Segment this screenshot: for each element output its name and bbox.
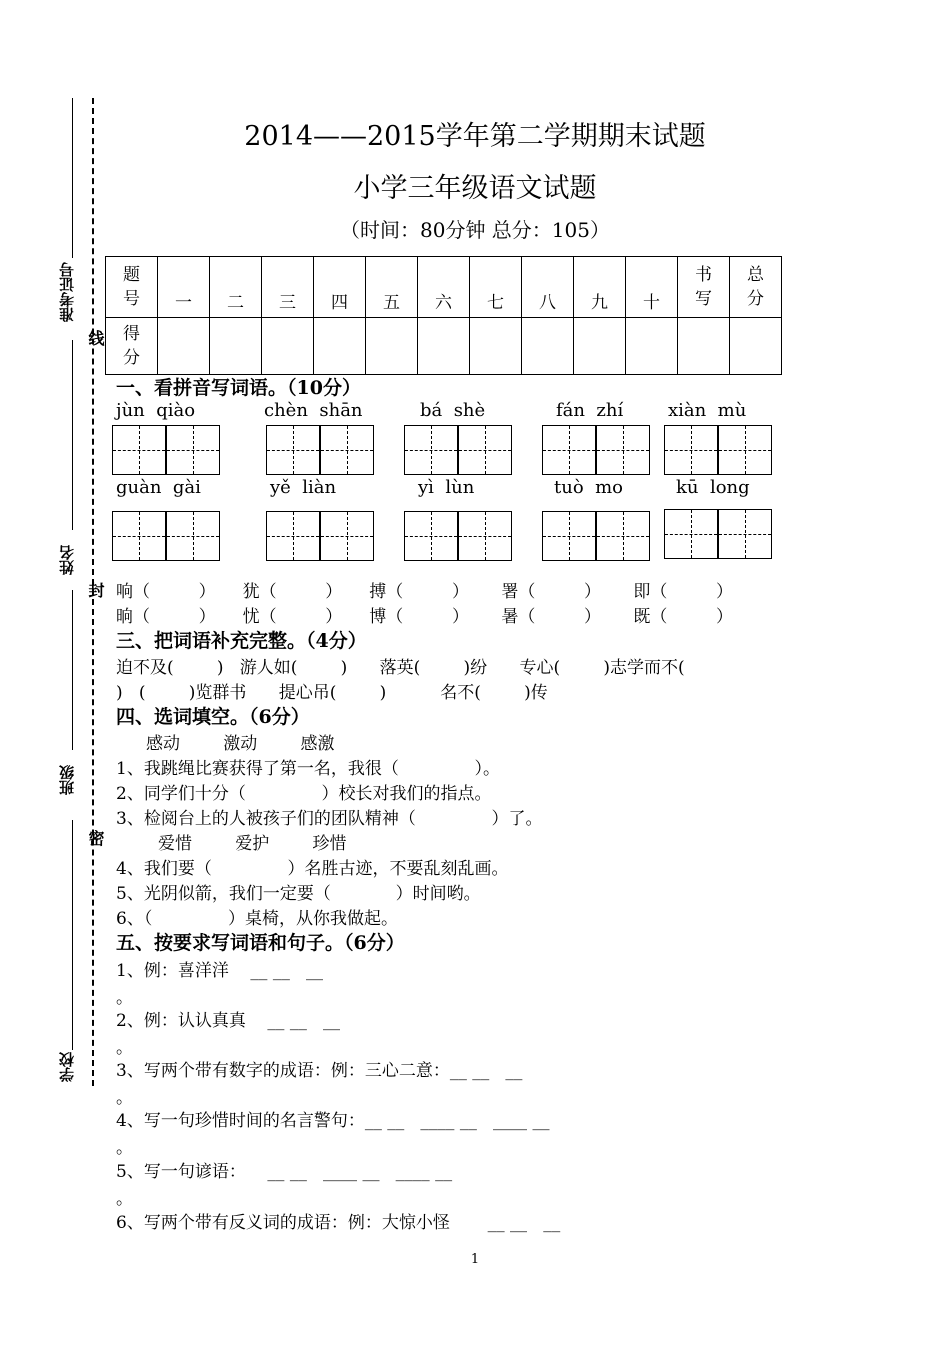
writing-grid[interactable] — [596, 511, 650, 561]
score-header-cell: 六 — [418, 257, 470, 318]
period-mark: 。 — [116, 1038, 133, 1058]
school-fill-line — [72, 820, 73, 1050]
class-label: 班级 — [58, 765, 76, 795]
pinyin-item: jùn qiào — [116, 400, 196, 421]
writing-grid[interactable] — [166, 511, 220, 561]
score-header-cell: 五 — [366, 257, 418, 318]
write-question: 4、写一句珍惜时间的名言警句：__ __ ____ __ ____ __ — [116, 1111, 550, 1131]
score-header-cell: 九 — [574, 257, 626, 318]
write-question: 3、写两个带有数字的成语：例：三心二意：__ __ __ — [116, 1061, 523, 1081]
writing-grid[interactable] — [458, 511, 512, 561]
fill-question: 2、同学们十分（ ）校长对我们的指点。 — [116, 784, 492, 804]
idiom-line: 迫不及( ) 游人如( ) 落英( )纷 专心( )志学而不( — [116, 658, 685, 678]
writing-grid[interactable] — [112, 425, 166, 475]
score-cell[interactable] — [210, 318, 262, 375]
score-cell[interactable] — [574, 318, 626, 375]
class-fill-line — [72, 590, 73, 750]
writing-grid[interactable] — [404, 425, 458, 475]
score-header-cell: 一 — [158, 257, 210, 318]
score-header-cell: 七 — [470, 257, 522, 318]
period-mark: 。 — [116, 1138, 133, 1158]
writing-grid[interactable] — [664, 425, 718, 475]
writing-grid[interactable] — [404, 511, 458, 561]
section-5-heading: 五、按要求写词语和句子。（6分） — [116, 932, 405, 954]
score-header-cell: 书 写 — [678, 257, 730, 318]
writing-grid[interactable] — [542, 425, 596, 475]
writing-grid[interactable] — [718, 425, 772, 475]
score-header-cell: 三 — [262, 257, 314, 318]
writing-grid[interactable] — [718, 509, 772, 559]
word-choices: 感动 激动 感激 — [146, 734, 335, 754]
word-choices: 爱惜 爱护 珍惜 — [158, 834, 347, 854]
score-header-cell: 总 分 — [730, 257, 782, 318]
score-cell[interactable] — [626, 318, 678, 375]
name-label: 姓名 — [58, 545, 76, 575]
section-4-heading: 四、选词填空。（6分） — [116, 706, 310, 728]
write-question: 6、写两个带有反义词的成语：例：大惊小怪 __ __ __ — [116, 1213, 561, 1233]
score-cell[interactable] — [314, 318, 366, 375]
score-cell[interactable] — [158, 318, 210, 375]
score-cell[interactable] — [262, 318, 314, 375]
score-header-cell: 二 — [210, 257, 262, 318]
period-mark: 。 — [116, 988, 133, 1008]
idiom-line: ) ( )览群书 提心吊( ) 名不( )传 — [116, 683, 548, 703]
fill-question: 1、我跳绳比赛获得了第一名，我很（ ）。 — [116, 759, 500, 779]
writing-grid[interactable] — [542, 511, 596, 561]
score-cell[interactable] — [470, 318, 522, 375]
write-question: 5、写一句谚语： __ __ ____ __ ____ __ — [116, 1162, 453, 1182]
writing-grid[interactable] — [166, 425, 220, 475]
fill-question: 4、我们要（ ）名胜古迹，不要乱刻乱画。 — [116, 859, 509, 879]
score-row-label: 得 分 — [106, 318, 158, 375]
pinyin-item: yě liàn — [270, 477, 337, 498]
writing-grid[interactable] — [112, 511, 166, 561]
page-number: 1 — [470, 1252, 480, 1267]
score-cell[interactable] — [730, 318, 782, 375]
pinyin-item: bá shè — [420, 400, 486, 421]
seal-secret-label: 密 — [86, 830, 105, 846]
score-header-cell: 十 — [626, 257, 678, 318]
score-header-cell: 八 — [522, 257, 574, 318]
score-cell[interactable] — [522, 318, 574, 375]
school-label: 学校 — [58, 1052, 76, 1082]
pinyin-item: yì lùn — [418, 477, 475, 498]
fill-question: 6、（ ）桌椅，从你我做起。 — [116, 909, 398, 929]
section-2-heading: 二、比一比，再组词。（10分） — [116, 554, 380, 576]
pinyin-item: fán zhí — [556, 400, 624, 421]
period-mark: 。 — [116, 1088, 133, 1108]
writing-grid[interactable] — [266, 511, 320, 561]
pinyin-item: xiàn mù — [668, 400, 747, 421]
pinyin-item: kū long — [676, 477, 750, 498]
section-1-heading: 一、看拼音写词语。（10分） — [116, 377, 361, 399]
writing-grid[interactable] — [664, 509, 718, 559]
exam-id-label: 准考证号 — [58, 262, 76, 322]
compare-line: 响（ ） 犹（ ） 搏（ ） 署（ ） 即（ ） — [116, 582, 734, 602]
writing-grid[interactable] — [458, 425, 512, 475]
exam-info: （时间：80分钟 总分：105） — [340, 218, 610, 242]
period-mark: 。 — [116, 1189, 133, 1209]
score-header-cell: 题 号 — [106, 257, 158, 318]
pinyin-item: guàn gài — [116, 477, 201, 498]
pinyin-item: tuò mo — [554, 477, 624, 498]
writing-grid[interactable] — [320, 425, 374, 475]
score-header-cell: 四 — [314, 257, 366, 318]
score-cell[interactable] — [678, 318, 730, 375]
page-subtitle: 小学三年级语文试题 — [353, 173, 597, 204]
fill-question: 3、检阅台上的人被孩子们的团队精神（ ）了。 — [116, 809, 543, 829]
score-cell[interactable] — [418, 318, 470, 375]
write-question: 2、例：认认真真 __ __ __ — [116, 1011, 341, 1031]
fill-question: 5、光阴似箭，我们一定要（ ）时间哟。 — [116, 884, 481, 904]
pinyin-item: chèn shān — [264, 400, 363, 421]
write-question: 1、例：喜洋洋 __ __ __ — [116, 961, 324, 981]
compare-line: 晌（ ） 忧（ ） 博（ ） 暑（ ） 既（ ） — [116, 607, 734, 627]
name-fill-line — [72, 340, 73, 530]
writing-grid[interactable] — [266, 425, 320, 475]
score-cell[interactable] — [366, 318, 418, 375]
page-title: 2014——2015学年第二学期期末试题 — [244, 121, 706, 152]
writing-grid[interactable] — [320, 511, 374, 561]
score-table — [105, 256, 782, 375]
writing-grid[interactable] — [596, 425, 650, 475]
seal-seal-label: 封 — [86, 582, 105, 598]
seal-line-label: 线 — [86, 330, 105, 346]
section-3-heading: 三、把词语补充完整。（4分） — [116, 630, 367, 652]
